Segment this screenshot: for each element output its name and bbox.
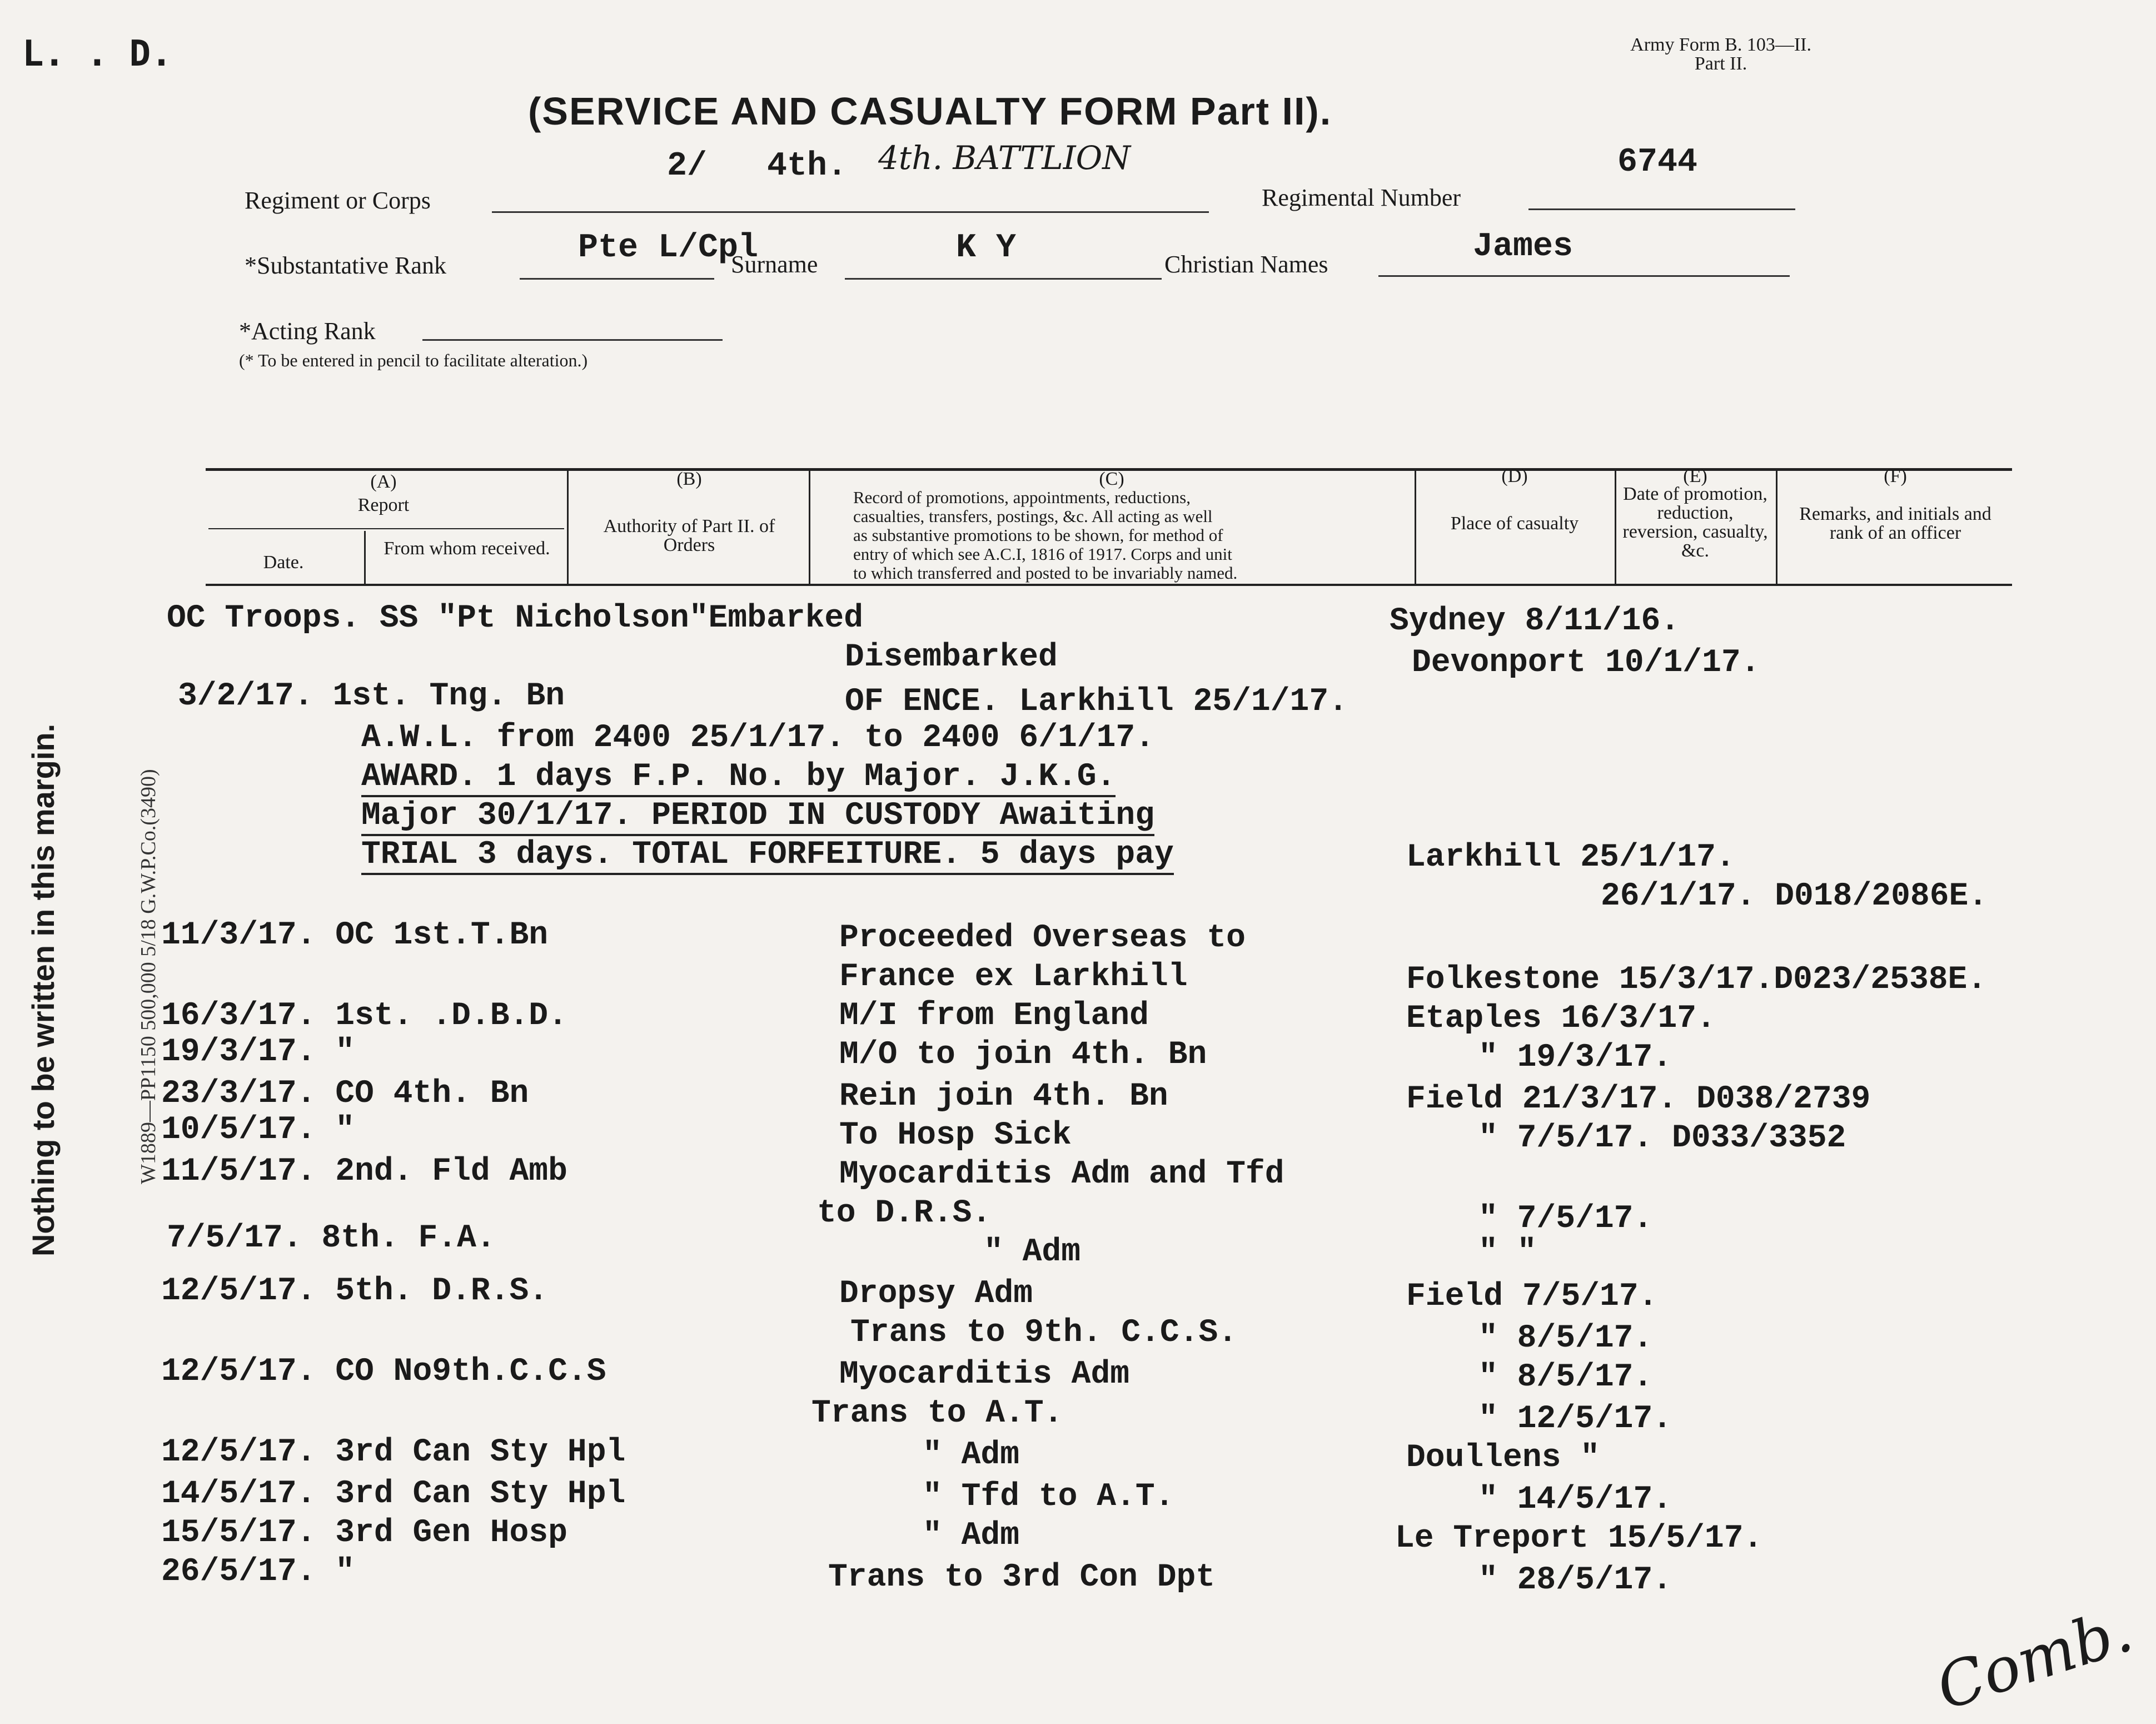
- entry-line: " 19/3/17.: [1478, 1040, 1672, 1076]
- corner-mark: L. . D.: [22, 33, 172, 74]
- entry-line: France ex Larkhill: [839, 959, 1188, 995]
- christian-names-underline: [1378, 275, 1790, 277]
- regimental-number-value: 6744: [1617, 143, 1698, 181]
- entry-line: Folkestone 15/3/17.D023/2538E.: [1406, 962, 1987, 998]
- entry-line: " ": [1478, 1234, 1537, 1270]
- entry-line: Major 30/1/17. PERIOD IN CUSTODY Awaiting: [361, 798, 1154, 836]
- col-a-date: Date.: [263, 552, 304, 573]
- col-c-letter: (C): [1099, 469, 1124, 489]
- entry-line: 16/3/17. 1st. .D.B.D.: [161, 998, 567, 1034]
- col-divider-a-b: [567, 468, 569, 585]
- entry-line: Disembarked: [845, 639, 1058, 675]
- entry-line: Devonport 10/1/17.: [1412, 645, 1760, 681]
- entry-line: Le Treport 15/5/17.: [1395, 1521, 1763, 1557]
- entry-line: 19/3/17. ": [161, 1034, 355, 1070]
- col-a-letter: (A): [370, 471, 397, 492]
- col-divider-d-e: [1615, 468, 1616, 585]
- entry-line: Doullens ": [1406, 1440, 1600, 1476]
- col-c-line5: to which transferred and posted to be invariably named.: [853, 563, 1238, 583]
- christian-names-value: James: [1473, 228, 1574, 266]
- col-f-letter: (F): [1884, 466, 1907, 486]
- entry-line: Proceeded Overseas to: [839, 920, 1246, 956]
- entry-line: " 14/5/17.: [1478, 1482, 1672, 1518]
- entry-line: " Adm: [923, 1518, 1020, 1554]
- regiment-underline: [492, 211, 1209, 213]
- form-number-line1: Army Form B. 103—II.: [1630, 34, 1811, 55]
- entry-line: " 8/5/17.: [1478, 1320, 1653, 1357]
- entry-line: TRIAL 3 days. TOTAL FORFEITURE. 5 days pay: [361, 837, 1174, 875]
- col-c-line2: casualties, transfers, postings, &c. All acting as well: [853, 506, 1213, 526]
- entry-line: " 28/5/17.: [1478, 1562, 1672, 1598]
- col-c-description: [853, 488, 1237, 583]
- entry-line: Trans to 3rd Con Dpt: [828, 1559, 1216, 1596]
- officer-signature: Comb.: [1928, 1594, 2141, 1724]
- entry-line: 23/3/17. CO 4th. Bn: [161, 1076, 529, 1112]
- col-b-title: Authority of Part II. of Orders: [603, 516, 775, 555]
- col-a-title: Report: [357, 495, 410, 515]
- form-number-line2: Part II.: [1694, 53, 1747, 74]
- acting-rank-label: *Acting Rank: [239, 317, 376, 345]
- entry-line: 12/5/17. 3rd Can Sty Hpl: [161, 1434, 626, 1470]
- surname-value: K Y: [956, 229, 1017, 267]
- regimental-number-underline: [1528, 208, 1795, 210]
- table-header-bottom-rule: [206, 584, 2012, 586]
- entry-line: 26/1/17. D018/2086E.: [1601, 878, 1988, 915]
- col-divider-e-f: [1776, 468, 1777, 585]
- entry-line: OF ENCE. Larkhill 25/1/17.: [845, 684, 1348, 720]
- entry-line: " Tfd to A.T.: [923, 1479, 1174, 1515]
- entry-line: 11/5/17. 2nd. Fld Amb: [161, 1154, 567, 1190]
- col-a-from: From whom received.: [384, 538, 550, 559]
- entry-line: A.W.L. from 2400 25/1/17. to 2400 6/1/17.: [361, 720, 1155, 756]
- col-f-title: Remarks, and initials and rank of an officer: [1799, 504, 1991, 543]
- entry-line: " 7/5/17.: [1478, 1201, 1653, 1237]
- col-b-letter: (B): [676, 469, 702, 489]
- entry-line: 7/5/17. 8th. F.A.: [167, 1220, 496, 1256]
- report-subrule: [208, 528, 564, 529]
- entry-line: to D.R.S.: [817, 1195, 992, 1231]
- entry-line: " 8/5/17.: [1478, 1359, 1653, 1395]
- entry-line: M/I from England: [839, 998, 1149, 1034]
- entry-line: Field 7/5/17.: [1406, 1279, 1658, 1315]
- surname-underline: [845, 278, 1162, 280]
- acting-rank-underline: [422, 339, 723, 341]
- entry-line: 12/5/17. CO No9th.C.C.S: [161, 1354, 606, 1390]
- entry-line: M/O to join 4th. Bn: [839, 1037, 1207, 1073]
- col-c-line3: as substantive promotions to be shown, for method of: [853, 525, 1223, 545]
- regiment-value: 4th. BATTLION: [878, 139, 1131, 177]
- substantive-rank-value: Pte L/Cpl: [578, 229, 759, 267]
- entry-line: Trans to 9th. C.C.S.: [850, 1315, 1238, 1351]
- entry-line: Larkhill 25/1/17.: [1406, 839, 1735, 876]
- entry-line: 3/2/17. 1st. Tng. Bn: [178, 678, 565, 714]
- surname-label: Surname: [731, 251, 818, 278]
- col-divider-b-c: [809, 468, 810, 585]
- col-divider-c-d: [1415, 468, 1416, 585]
- entry-line: Trans to A.T.: [811, 1395, 1063, 1432]
- entry-line: Etaples 16/3/17.: [1406, 1001, 1716, 1037]
- form-title: (SERVICE AND CASUALTY FORM Part II).: [528, 90, 1332, 133]
- entry-line: 26/5/17. ": [161, 1554, 355, 1590]
- regiment-prefix: 2/: [667, 147, 708, 185]
- regiment-value-typed: 4th.: [767, 147, 848, 185]
- col-c-line4: entry of which see A.C.I, 1816 of 1917. Corps and unit: [853, 544, 1232, 564]
- entry-line: " Adm: [923, 1437, 1020, 1473]
- substantive-rank-label: *Substantative Rank: [245, 252, 446, 279]
- entry-line: Rein join 4th. Bn: [839, 1079, 1168, 1115]
- entry-line: Dropsy Adm: [839, 1276, 1033, 1312]
- christian-names-label: Christian Names: [1164, 251, 1328, 278]
- entry-line: Myocarditis Adm: [839, 1357, 1130, 1393]
- regiment-label: Regiment or Corps: [245, 187, 431, 214]
- col-d-title: Place of casualty: [1450, 513, 1579, 534]
- pencil-note: (* To be entered in pencil to facilitate alteration.): [239, 350, 588, 370]
- col-e-letter: (E): [1683, 466, 1707, 486]
- entry-line: 12/5/17. 5th. D.R.S.: [161, 1273, 549, 1309]
- entry-line: OC Troops. SS "Pt Nicholson"Embarked: [167, 600, 864, 637]
- entry-line: Myocarditis Adm and Tfd: [839, 1156, 1284, 1193]
- entry-line: To Hosp Sick: [839, 1117, 1072, 1154]
- printer-imprint: W1889—PP1150 500,000 5/18 G.W.P.Co.(3490): [137, 769, 160, 1184]
- entry-line: " 7/5/17. D033/3352: [1478, 1120, 1846, 1156]
- entry-line: 10/5/17. ": [161, 1112, 355, 1148]
- col-e-title: Date of promotion, reduction, reversion, casualty, &c.: [1622, 484, 1768, 561]
- col-d-letter: (D): [1501, 466, 1528, 486]
- entry-line: " 12/5/17.: [1478, 1401, 1672, 1437]
- col-divider-a-sub: [364, 531, 366, 585]
- entry-line: Field 21/3/17. D038/2739: [1406, 1081, 1871, 1117]
- substantive-rank-underline: [520, 278, 714, 280]
- entry-line: " Adm: [984, 1234, 1081, 1270]
- form-number: [1630, 36, 1811, 73]
- entry-line: Sydney 8/11/16.: [1390, 603, 1680, 639]
- entry-line: AWARD. 1 days F.P. No. by Major. J.K.G.: [361, 759, 1116, 797]
- entry-line: 15/5/17. 3rd Gen Hosp: [161, 1515, 567, 1551]
- entry-line: 11/3/17. OC 1st.T.Bn: [161, 917, 549, 953]
- regimental-number-label: Regimental Number: [1262, 184, 1461, 211]
- entry-line: 14/5/17. 3rd Can Sty Hpl: [161, 1476, 626, 1512]
- margin-warning: Nothing to be written in this margin.: [26, 723, 61, 1256]
- col-c-line1: Record of promotions, appointments, reductions,: [853, 488, 1191, 507]
